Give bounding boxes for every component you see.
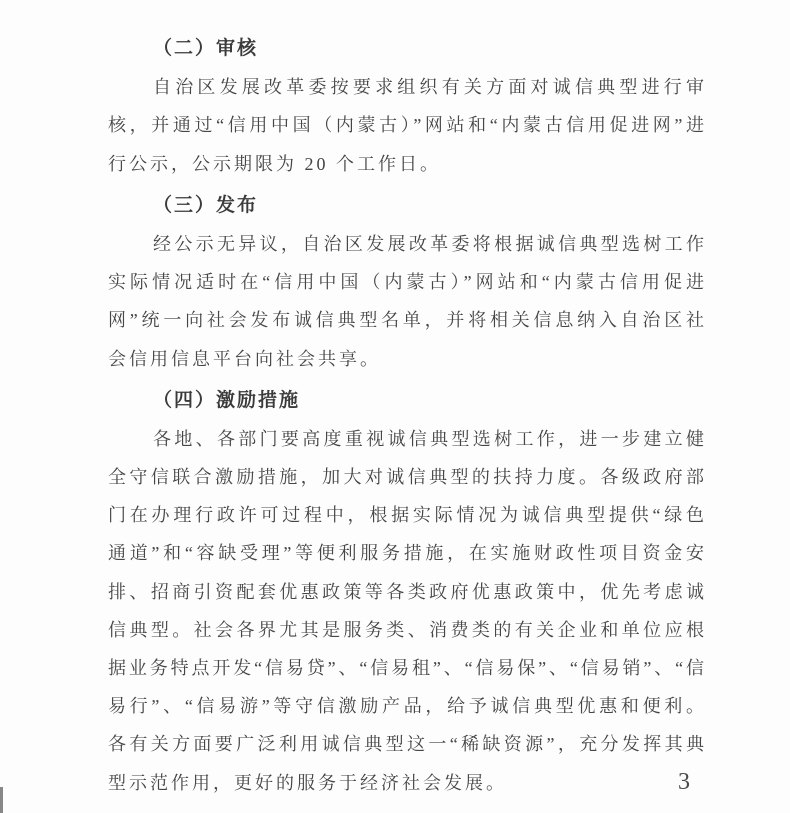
text-line: 经公示无异议，自治区发展改革委将根据诚信典型选树工作	[153, 233, 704, 254]
text-line: 实际情况适时在“信用中国（内蒙古）”网站和“内蒙古信用促进	[108, 272, 704, 293]
text-line: 各有关方面要广泛利用诚信典型这一“稀缺资源”，充分发挥其典	[108, 734, 704, 755]
text-line: 排、招商引资配套优惠政策等各类政府优惠政策中，优先考虑诚	[108, 581, 704, 602]
section-heading: （四）激励措施	[153, 389, 301, 411]
text-line: 自治区发展改革委按要求组织有关方面对诚信典型进行审	[153, 77, 704, 98]
text-line: 易行”、“信易游”等守信激励产品，给予诚信典型优惠和便利。	[108, 696, 704, 717]
text-line: 据业务特点开发“信易贷”、“信易租”、“信易保”、“信易销”、“信	[108, 658, 704, 678]
text-line: 信典型。社会各界尤其是服务类、消费类的有关企业和单位应根	[108, 619, 704, 640]
text-line: 网”统一向社会发布诚信典型名单，并将相关信息纳入自治区社	[108, 310, 704, 331]
text-line: 通道”和“容缺受理”等便利服务措施，在实施财政性项目资金安	[108, 543, 704, 564]
section-heading: （三）发布	[153, 194, 259, 216]
text-line: 全守信联合激励措施，加大对诚信典型的扶持力度。各级政府部	[108, 467, 704, 488]
page-number: 3	[678, 769, 690, 795]
text-line: 型示范作用，更好的服务于经济社会发展。	[108, 772, 507, 793]
text-line: 核，并通过“信用中国（内蒙古）”网站和“内蒙古信用促进网”进	[108, 115, 704, 136]
text-line: 行公示，公示期限为 20 个工作日。	[108, 153, 441, 174]
text-line: 各地、各部门要高度重视诚信典型选树工作，进一步建立健	[153, 428, 704, 449]
section-heading: （二）审核	[153, 38, 259, 59]
text-line: 门在办理行政许可过程中，根据实际情况为诚信典型提供“绿色	[108, 505, 704, 526]
scan-artifact	[0, 787, 3, 813]
document-body	[108, 0, 704, 802]
text-line: 会信用信息平台向社会共享。	[108, 348, 381, 369]
